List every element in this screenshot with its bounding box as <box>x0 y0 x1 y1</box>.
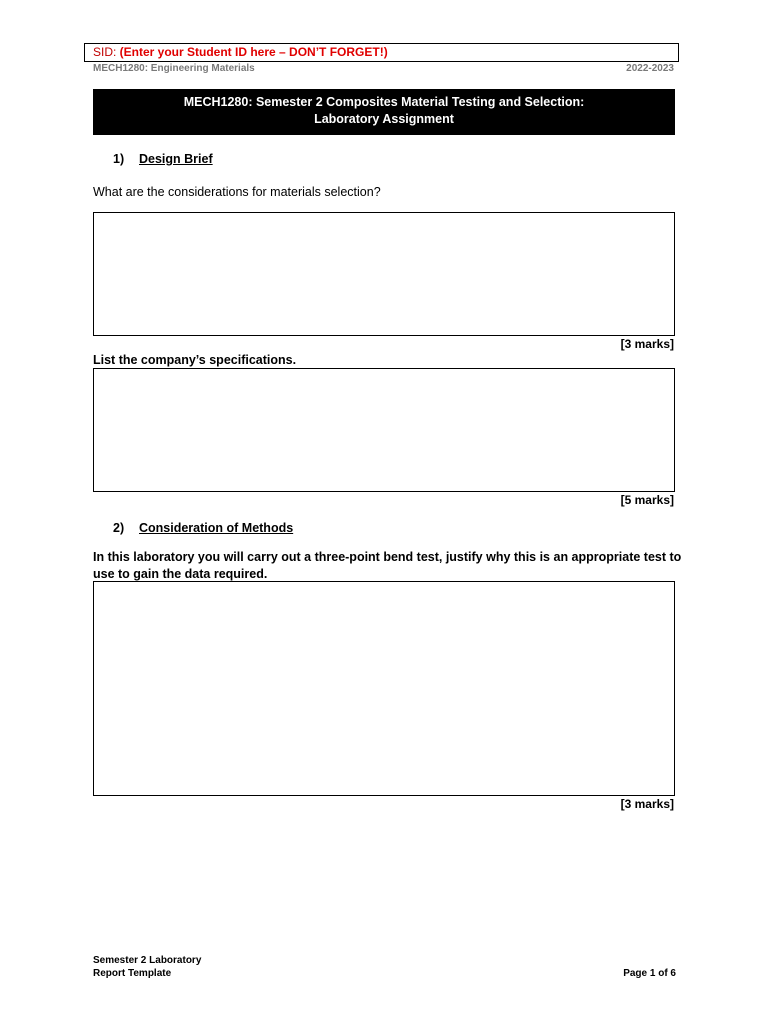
student-id-field[interactable] <box>84 43 679 62</box>
marks-label: [3 marks] <box>620 797 674 811</box>
title-line-2: Laboratory Assignment <box>314 112 454 126</box>
section-number: 2) <box>113 521 125 535</box>
page-number: Page 1 of 6 <box>623 968 676 979</box>
footer-text <box>93 954 201 980</box>
answer-box-considerations[interactable] <box>93 212 675 336</box>
answer-box-three-point-bend[interactable] <box>93 581 675 796</box>
section-number: 1) <box>113 152 125 166</box>
footer-line-2: Report Template <box>93 968 172 979</box>
section-heading-consideration-of-methods <box>113 521 293 535</box>
page-title <box>93 89 675 135</box>
course-header: MECH1280: Engineering Materials <box>93 63 255 74</box>
sid-hint: (Enter your Student ID here – DON’T FORGET!) <box>119 45 388 59</box>
marks-label: [5 marks] <box>620 493 674 507</box>
footer-line-1: Semester 2 Laboratory <box>93 955 202 966</box>
question-text: What are the considerations for materials selection? <box>93 185 381 199</box>
sid-label: SID: <box>93 45 120 59</box>
section-heading-design-brief <box>113 152 213 166</box>
answer-box-specifications[interactable] <box>93 368 675 492</box>
question-text: List the company’s specifications. <box>93 353 297 367</box>
question-text: In this laboratory you will carry out a three-point bend test, justify why this is an appropriate test to use to gain the data required. <box>93 550 682 581</box>
title-line-1: MECH1280: Semester 2 Composites Material Testing and Selection: <box>183 95 585 109</box>
section-title: Design Brief <box>139 152 213 166</box>
section-title: Consideration of Methods <box>139 521 294 535</box>
marks-label: [3 marks] <box>620 337 674 351</box>
academic-year: 2022-2023 <box>626 63 674 74</box>
